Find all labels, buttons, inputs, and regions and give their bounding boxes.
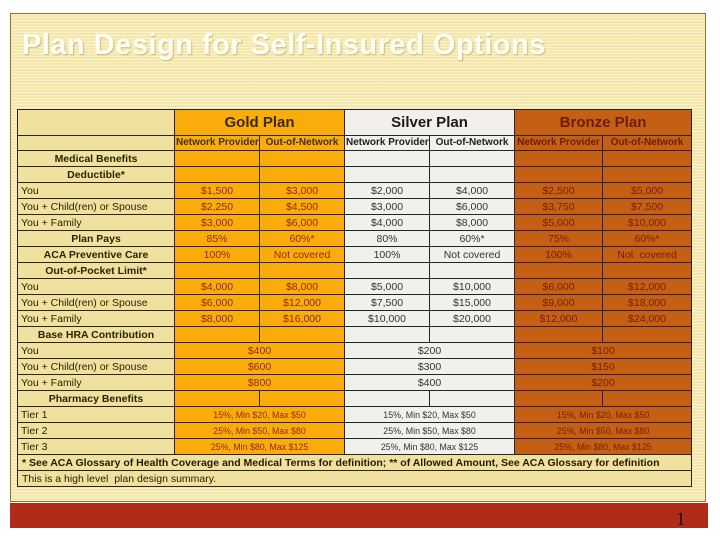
slide-canvas [10,13,706,502]
value-cell: 100% [345,247,430,263]
subheader-bronze-network: Network Provider [515,136,603,151]
table-row [18,183,692,199]
value-cell: $8,000 [175,311,260,327]
value-cell: 25%, Min $80, Max $125 [175,439,345,455]
value-cell [430,151,515,167]
bottom-accent-bar [10,503,708,528]
table-row [18,215,692,231]
row-label: Pharmacy Benefits [18,391,175,407]
table-row [18,423,692,439]
subheader-silver-network: Network Provider [345,136,430,151]
value-cell: 25%, Min $50, Max $80 [515,423,692,439]
plan-name-row [18,110,692,136]
value-cell: $7,500 [345,295,430,311]
plan-comparison-table [17,109,692,487]
row-label: You + Family [18,215,175,231]
value-cell: $20,000 [430,311,515,327]
value-cell: $16,000 [260,311,345,327]
value-cell [603,391,692,407]
value-cell: 25%, Min $80, Max $125 [345,439,515,455]
value-cell: $300 [345,359,515,375]
value-cell [260,151,345,167]
value-cell [603,263,692,279]
value-cell: 85% [175,231,260,247]
value-cell [260,327,345,343]
value-cell: $2,000 [345,183,430,199]
value-cell: $100 [515,343,692,359]
value-cell [175,151,260,167]
value-cell [175,327,260,343]
row-label: Tier 3 [18,439,175,455]
value-cell: $200 [345,343,515,359]
table-row [18,375,692,391]
corner-cell [18,136,175,151]
value-cell [260,167,345,183]
value-cell: 100% [175,247,260,263]
value-cell [515,391,603,407]
value-cell: 15%, Min $20, Max $50 [175,407,345,423]
summary-row [18,471,692,487]
row-label: Plan Pays [18,231,175,247]
value-cell [175,167,260,183]
plan-name-silver: Silver Plan [345,110,515,136]
value-cell: $3,000 [345,199,430,215]
value-cell: $600 [175,359,345,375]
value-cell: 25%, Min $80, Max $125 [515,439,692,455]
subheader-gold-network: Network Provider [175,136,260,151]
value-cell: $12,000 [515,311,603,327]
value-cell: 100% [515,247,603,263]
footnote-row [18,455,692,471]
value-cell [603,327,692,343]
value-cell [603,167,692,183]
value-cell: $8,000 [260,279,345,295]
value-cell: $6,000 [260,215,345,231]
value-cell: $15,000 [430,295,515,311]
table-row [18,407,692,423]
value-cell: $400 [175,343,345,359]
table-row [18,231,692,247]
value-cell: Not covered [603,247,692,263]
value-cell: $6,000 [515,279,603,295]
value-cell: $5,000 [345,279,430,295]
subheader-gold-oon: Out-of-Network [260,136,345,151]
value-cell: $12,000 [260,295,345,311]
value-cell [515,263,603,279]
value-cell: $4,000 [345,215,430,231]
value-cell [430,167,515,183]
table-row [18,295,692,311]
subheader-bronze-oon: Out-of-Network [603,136,692,151]
value-cell: $9,000 [515,295,603,311]
table-row [18,199,692,215]
value-cell: 15%, Min $20, Max $50 [345,407,515,423]
value-cell [175,391,260,407]
value-cell: $400 [345,375,515,391]
value-cell: $200 [515,375,692,391]
value-cell: Not covered [430,247,515,263]
value-cell [603,151,692,167]
row-label: You + Child(ren) or Spouse [18,359,175,375]
value-cell: $1,500 [175,183,260,199]
plan-table-body [18,151,692,455]
plan-table-header [18,110,692,151]
value-cell: $800 [175,375,345,391]
row-label: You [18,183,175,199]
table-row [18,247,692,263]
table-row [18,391,692,407]
value-cell: $6,000 [430,199,515,215]
corner-cell [18,110,175,136]
value-cell: 25%, Min $50, Max $80 [175,423,345,439]
footnote-text: * See ACA Glossary of Health Coverage and Medical Terms for definition; ** of Allowed Amount, See ACA Glossary for definition [18,455,692,471]
value-cell: $18,000 [603,295,692,311]
table-row [18,151,692,167]
value-cell: $8,000 [430,215,515,231]
value-cell: $4,000 [175,279,260,295]
value-cell: $4,000 [430,183,515,199]
plan-name-gold: Gold Plan [175,110,345,136]
value-cell: 80% [345,231,430,247]
value-cell: $2,500 [515,183,603,199]
summary-text: This is a high level plan design summary. [18,471,692,487]
table-row [18,327,692,343]
value-cell: $12,000 [603,279,692,295]
value-cell [345,263,430,279]
table-row [18,263,692,279]
value-cell: $10,000 [345,311,430,327]
row-label: Base HRA Contribution [18,327,175,343]
value-cell: 15%, Min $20, Max $50 [515,407,692,423]
value-cell: 60%* [430,231,515,247]
plan-name-bronze: Bronze Plan [515,110,692,136]
value-cell: $3,750 [515,199,603,215]
slide-title: Plan Design for Self-Insured Options [22,29,546,61]
subheader-silver-oon: Out-of-Network [430,136,515,151]
table-row [18,359,692,375]
value-cell: $2,250 [175,199,260,215]
value-cell [430,391,515,407]
value-cell: $3,000 [175,215,260,231]
plan-table-footer [18,455,692,487]
value-cell: $24,000 [603,311,692,327]
value-cell [260,263,345,279]
row-label: You + Child(ren) or Spouse [18,199,175,215]
value-cell: $4,500 [260,199,345,215]
row-label: ACA Preventive Care [18,247,175,263]
row-label: You [18,343,175,359]
row-label: You + Family [18,375,175,391]
row-label: You [18,279,175,295]
table-row [18,279,692,295]
value-cell [515,167,603,183]
value-cell [345,327,430,343]
row-label: Tier 2 [18,423,175,439]
value-cell: $10,000 [430,279,515,295]
table-row [18,167,692,183]
subheader-row [18,136,692,151]
row-label: Tier 1 [18,407,175,423]
row-label: Medical Benefits [18,151,175,167]
page-number: 1 [676,509,686,530]
value-cell [430,263,515,279]
value-cell: Not covered [260,247,345,263]
table-row [18,343,692,359]
value-cell [175,263,260,279]
value-cell [345,167,430,183]
value-cell: $5,000 [515,215,603,231]
value-cell: $150 [515,359,692,375]
table-row [18,311,692,327]
row-label: You + Family [18,311,175,327]
row-label: Deductible* [18,167,175,183]
value-cell: 60%* [260,231,345,247]
value-cell [515,151,603,167]
row-label: You + Child(ren) or Spouse [18,295,175,311]
value-cell [260,391,345,407]
value-cell [430,327,515,343]
value-cell: $10,000 [603,215,692,231]
value-cell [515,327,603,343]
value-cell [345,151,430,167]
row-label: Out-of-Pocket Limit* [18,263,175,279]
value-cell: $5,000 [603,183,692,199]
value-cell [345,391,430,407]
value-cell: 75% [515,231,603,247]
value-cell: 25%, Min $50, Max $80 [345,423,515,439]
value-cell: $3,000 [260,183,345,199]
table-row [18,439,692,455]
value-cell: $6,000 [175,295,260,311]
value-cell: 60%* [603,231,692,247]
value-cell: $7,500 [603,199,692,215]
